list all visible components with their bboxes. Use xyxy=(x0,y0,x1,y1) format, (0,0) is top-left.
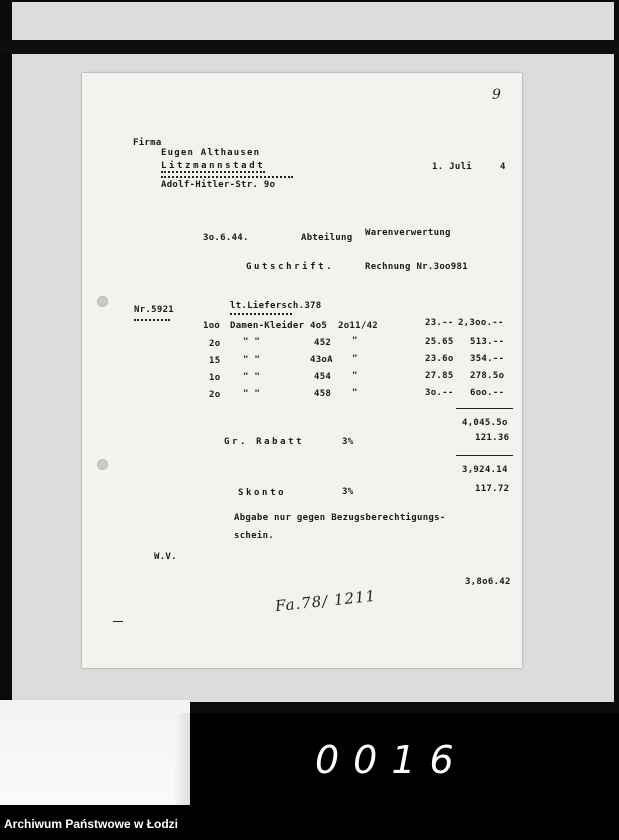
document-title: Gutschrift. xyxy=(246,262,335,272)
row-desc: " " xyxy=(243,372,261,382)
film-edge-strip xyxy=(0,40,619,54)
row-qty: 2o xyxy=(209,390,221,400)
row-desc: Damen-Kleider xyxy=(230,321,305,331)
row-article: 454 xyxy=(314,372,332,382)
sum-rule-2 xyxy=(456,455,513,456)
row-desc: " " xyxy=(243,337,261,347)
final-total: 3,8o6.42 xyxy=(465,577,511,587)
row-article: 452 xyxy=(314,338,332,348)
margin-mark xyxy=(113,621,123,622)
department-label: Abteilung xyxy=(301,233,353,243)
order-number-underline xyxy=(134,319,170,321)
punch-hole-top xyxy=(97,296,108,307)
row-size: " xyxy=(352,354,358,364)
after-rabatt: 3,924.14 xyxy=(462,465,508,475)
order-number: Nr.5921 xyxy=(134,305,175,315)
label-firma: Firma xyxy=(133,138,162,148)
row-desc: " " xyxy=(243,389,261,399)
footer-archive-name: Archiwum Państwowe w Łodzi xyxy=(4,817,179,831)
street-address: Adolf-Hitler-Str. 9o xyxy=(161,180,276,190)
rabatt-percent: 3% xyxy=(342,437,354,447)
skonto-label: Skonto xyxy=(238,488,287,498)
row-size: " xyxy=(352,336,358,346)
note-wv: W.V. xyxy=(154,552,177,562)
row-size: " xyxy=(352,371,358,381)
row-qty: 1oo xyxy=(203,321,221,331)
row-qty: 15 xyxy=(209,356,221,366)
row-total: 354.-- xyxy=(470,354,505,364)
note-line-1: Abgabe nur gegen Bezugsberechtigungs- xyxy=(234,513,446,523)
row-total: 513.-- xyxy=(470,337,505,347)
delivery-note: lt.Liefersch.378 xyxy=(230,301,322,311)
address-underline xyxy=(161,176,293,178)
short-date: 3o.6.44. xyxy=(203,233,249,243)
delivery-note-underline xyxy=(230,313,292,315)
row-qty: 1o xyxy=(209,373,221,383)
sum-rule-1 xyxy=(456,408,513,409)
row-desc: " " xyxy=(243,355,261,365)
punch-hole-bottom xyxy=(97,459,108,470)
subtotal: 4,045.5o xyxy=(462,418,508,428)
row-article: 458 xyxy=(314,389,332,399)
city-name: Litzmannstadt xyxy=(161,161,266,171)
rabatt-amount: 121.36 xyxy=(475,433,510,443)
row-qty: 2o xyxy=(209,339,221,349)
rabatt-label: Gr. Rabatt xyxy=(224,437,305,447)
row-total: 6oo.-- xyxy=(470,388,505,398)
handwritten-signature: Fa.78/ 1211 xyxy=(274,586,377,616)
row-size: 2o11/42 xyxy=(338,321,379,331)
row-article: 43oA xyxy=(310,355,333,365)
invoice-number: Rechnung Nr.3oo981 xyxy=(365,262,468,272)
row-total: 278.5o xyxy=(470,371,505,381)
paper-corner xyxy=(0,700,190,805)
row-price: 3o.-- xyxy=(425,388,454,398)
row-price: 25.65 xyxy=(425,337,454,347)
note-line-2: schein. xyxy=(234,531,275,541)
row-article: 4o5 xyxy=(310,321,328,331)
letter-date-extra: 4 xyxy=(500,162,506,172)
skonto-percent: 3% xyxy=(342,487,354,497)
row-total: 2,3oo.-- xyxy=(458,318,504,328)
row-size: " xyxy=(352,388,358,398)
row-price: 23.-- xyxy=(425,318,454,328)
row-price: 23.6o xyxy=(425,354,454,364)
letter-date: 1. Juli xyxy=(432,162,473,172)
department-value: Warenverwertung xyxy=(365,228,451,238)
skonto-amount: 117.72 xyxy=(475,484,510,494)
frame-counter: 0016 xyxy=(315,738,468,782)
company-name: Eugen Althausen xyxy=(161,148,261,158)
page-number-mark: 9 xyxy=(492,87,502,103)
footer-bar xyxy=(0,805,619,840)
row-price: 27.85 xyxy=(425,371,454,381)
